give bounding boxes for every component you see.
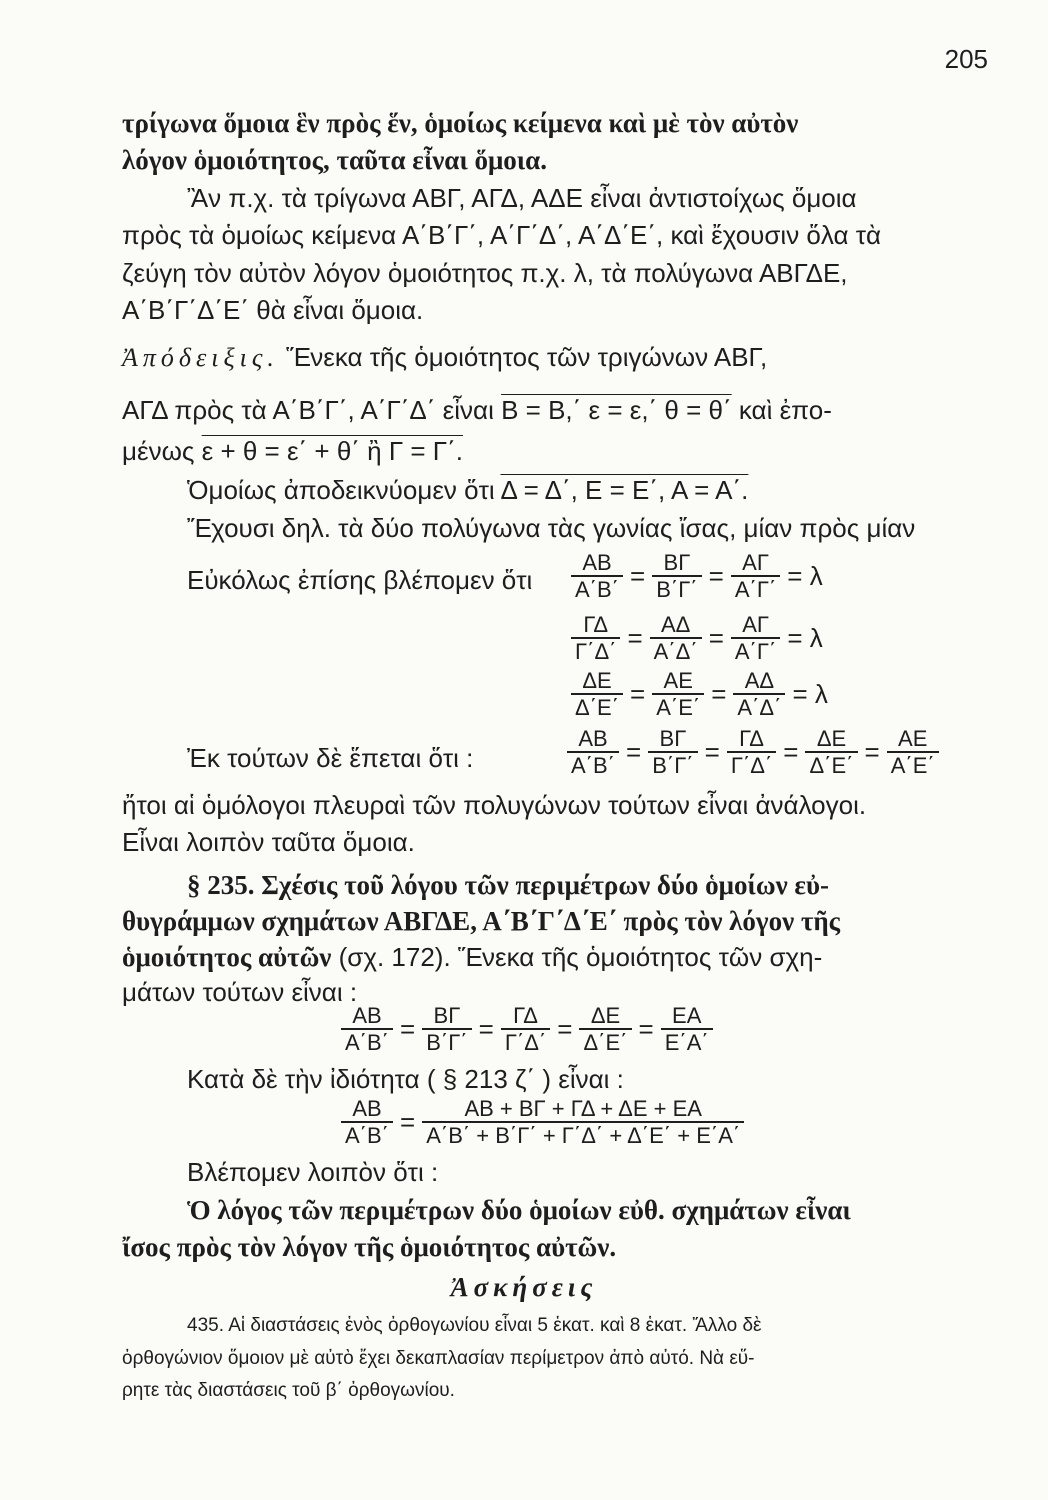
theorem-statement: Ὁ λόγος τῶν περιμέτρων δύο ὁμοίων εὐθ. σχημάτων εἶναι xyxy=(187,1195,851,1225)
equals-sign: = xyxy=(478,1013,494,1044)
ratio-lambda: = λ xyxy=(792,678,828,709)
fraction xyxy=(661,1003,713,1056)
text-fragment: ΑΓΔ πρὸς τὰ Α΄Β΄Γ΄, Α΄Γ΄Δ΄ εἶναι xyxy=(122,395,494,425)
denominator: Α΄Ε΄ xyxy=(652,693,704,720)
equation-ratio-2 xyxy=(568,612,827,665)
fraction xyxy=(571,550,623,603)
exercise-line: 435. Αἱ διαστάσεις ἑνὸς ὀρθογωνίου εἶναι 5 ἑκατ. καὶ 8 ἑκατ. Ἄλλο δὲ xyxy=(187,1315,762,1336)
numerator: ΕΑ xyxy=(672,1003,702,1028)
fraction xyxy=(567,726,619,779)
text-line: μάτων τούτων εἶναι : xyxy=(122,977,358,1007)
equation-ratio-chain xyxy=(564,726,942,779)
proof-line xyxy=(122,342,767,373)
fraction xyxy=(731,550,780,603)
denominator: Γ΄Δ΄ xyxy=(727,751,776,778)
fraction xyxy=(652,668,704,721)
numerator: ΑΕ xyxy=(898,726,928,751)
exercise-line: ὀρθογώνιον ὅμοιον μὲ αὐτὸ ἔχει δεκαπλασίαν περίμετρον ἀπὸ αὐτό. Νὰ εὕ- xyxy=(122,1348,755,1369)
equation-ratio-1 xyxy=(568,550,827,603)
denominator: Ε΄Α΄ xyxy=(661,1028,713,1055)
numerator: ΔΕ xyxy=(582,668,612,693)
text-line: Κατὰ δὲ τὴν ἰδιότητα ( § 213 ζ΄ ) εἶναι : xyxy=(187,1064,624,1094)
equals-sign: = xyxy=(638,1013,654,1044)
exercise-line: ρητε τὰς διαστάσεις τοῦ β΄ ὀρθογωνίου. xyxy=(122,1380,455,1401)
denominator: Γ΄Δ΄ xyxy=(501,1028,550,1055)
numerator: ΑΓ xyxy=(742,612,769,637)
fraction xyxy=(731,612,780,665)
denominator: Α΄Γ΄ xyxy=(731,575,780,602)
denominator: Α΄Ε΄ xyxy=(887,751,939,778)
equation-ratio-chain xyxy=(338,1003,716,1056)
proof-label: Ἀπόδειξις. xyxy=(122,343,279,372)
text-fragment: μένως xyxy=(122,436,195,466)
fraction xyxy=(571,612,620,665)
text-line: λόγον ὁμοιότητος, ταῦτα εἶναι ὅμοια. xyxy=(122,145,547,175)
numerator: ΑΔ xyxy=(660,612,691,637)
denominator: Β΄Γ΄ xyxy=(648,751,697,778)
ratio-lambda: = λ xyxy=(787,560,823,591)
equals-sign: = xyxy=(708,622,724,653)
equation-ratio-3 xyxy=(568,668,832,721)
text-line: Ἔχουσι δηλ. τὰ δύο πολύγωνα τὰς γωνίας ἴσας, μίαν πρὸς μίαν xyxy=(187,513,916,543)
text-line xyxy=(122,942,822,973)
section-heading: § 235. Σχέσις τοῦ λόγου τῶν περιμέτρων δύο ὁμοίων εὐ- xyxy=(187,870,829,900)
text-line: Ἂν π.χ. τὰ τρίγωνα ΑΒΓ, ΑΓΔ, ΑΔΕ εἶναι ἀντιστοίχως ὅμοια xyxy=(187,183,857,213)
fraction xyxy=(887,726,939,779)
section-heading-end: ὁμοιότητος αὐτῶν xyxy=(122,942,332,972)
text-line: Ἐκ τούτων δὲ ἕπεται ὅτι : xyxy=(187,743,474,773)
numerator: ΑΒ xyxy=(352,1003,382,1028)
numerator: ΑΒ + ΒΓ + ΓΔ + ΔΕ + ΕΑ xyxy=(464,1096,702,1121)
ratio-lambda: = λ xyxy=(787,622,823,653)
text-fragment: Ἕνεκα τῆς ὁμοιότητος τῶν τριγώνων ΑΒΓ, xyxy=(286,342,768,372)
fraction xyxy=(501,1003,550,1056)
fraction xyxy=(652,550,701,603)
exercises-title: Ἀσκήσεις xyxy=(450,1272,598,1302)
text-line: ζεύγη τὸν αὐτὸν λόγον ὁμοιότητος π.χ. λ, τὰ πολύγωνα ΑΒΓΔΕ, xyxy=(122,258,848,288)
fraction xyxy=(648,726,697,779)
equals-sign: = xyxy=(627,622,643,653)
equals-sign: = xyxy=(400,1013,416,1044)
numerator: ΑΒ xyxy=(578,726,608,751)
equals-sign: = xyxy=(630,560,646,591)
numerator: ΒΓ xyxy=(663,550,691,575)
fraction xyxy=(571,668,623,721)
text-line: Εἶναι λοιπὸν ταῦτα ὅμοια. xyxy=(122,827,415,857)
denominator: Α΄Δ΄ xyxy=(733,693,785,720)
angle-line xyxy=(122,436,463,467)
denominator: Α΄Β΄ xyxy=(341,1028,393,1055)
numerator: ΓΔ xyxy=(739,726,764,751)
denominator: Α΄Γ΄ xyxy=(731,637,780,664)
page-number: 205 xyxy=(944,44,988,74)
numerator: ΑΒ xyxy=(352,1096,382,1121)
text-fragment: (σχ. 172). Ἕνεκα τῆς ὁμοιότητος τῶν σχη- xyxy=(338,942,823,972)
equals-sign: = xyxy=(557,1013,573,1044)
denominator: Δ΄Ε΄ xyxy=(571,693,623,720)
denominator: Δ΄Ε΄ xyxy=(805,751,857,778)
denominator: Α΄Δ΄ xyxy=(650,637,702,664)
text-fragment: Ὁμοίως ἀποδεικνύομεν ὅτι xyxy=(187,475,495,505)
equals-sign: = xyxy=(704,736,720,767)
numerator: ΓΔ xyxy=(583,612,609,637)
fraction xyxy=(579,1003,631,1056)
numerator: ΒΓ xyxy=(433,1003,461,1028)
text-fragment: καὶ ἐπο- xyxy=(738,395,832,425)
numerator: ΔΕ xyxy=(590,1003,621,1028)
angle-equalities: Β = Β,΄ ε = ε,΄ θ = θ΄ xyxy=(501,395,732,425)
denominator: Α΄Β΄ xyxy=(341,1121,393,1148)
equals-sign: = xyxy=(711,678,727,709)
denominator: Γ΄Δ΄ xyxy=(571,637,620,664)
denominator: Β΄Γ΄ xyxy=(652,575,701,602)
numerator: ΑΓ xyxy=(742,550,769,575)
denominator: Α΄Β΄ xyxy=(567,751,619,778)
equals-sign: = xyxy=(708,560,724,591)
angle-equalities: ε + θ = ε΄ + θ΄ ἢ Γ = Γ΄. xyxy=(201,436,464,466)
equals-sign: = xyxy=(630,678,646,709)
angle-line xyxy=(187,475,748,506)
fraction xyxy=(727,726,776,779)
text-line: ἤτοι αἱ ὁμόλογοι πλευραὶ τῶν πολυγώνων τούτων εἶναι ἀνάλογοι. xyxy=(122,790,867,820)
angle-line xyxy=(122,395,832,426)
denominator: Δ΄Ε΄ xyxy=(579,1028,631,1055)
equals-sign: = xyxy=(400,1106,416,1137)
numerator: ΒΓ xyxy=(659,726,687,751)
denominator: Α΄Β΄ + Β΄Γ΄ + Γ΄Δ΄ + Δ΄Ε΄ + Ε΄Α΄ xyxy=(422,1121,744,1148)
numerator: ΑΕ xyxy=(663,668,693,693)
equation-perimeter-ratio xyxy=(338,1096,747,1149)
fraction xyxy=(341,1003,393,1056)
fraction xyxy=(650,612,702,665)
fraction xyxy=(422,1096,744,1149)
text-line: πρὸς τὰ ὁμοίως κείμενα Α΄Β΄Γ΄, Α΄Γ΄Δ΄, Α΄Δ΄Ε΄, καὶ ἔχουσιν ὅλα τὰ xyxy=(122,220,882,250)
numerator: ΔΕ xyxy=(816,726,847,751)
section-heading: θυγράμμων σχημάτων ΑΒΓΔΕ, Α΄Β΄Γ΄Δ΄Ε΄ πρὸς τὸν λόγον τῆς xyxy=(122,906,841,936)
fraction xyxy=(733,668,785,721)
fraction xyxy=(805,726,857,779)
text-line: Βλέπομεν λοιπὸν ὅτι : xyxy=(187,1157,439,1187)
numerator: ΑΒ xyxy=(582,550,612,575)
text-line: τρίγωνα ὅμοια ἓν πρὸς ἕν, ὁμοίως κείμενα καὶ μὲ τὸν αὐτὸν xyxy=(122,108,799,138)
denominator: Β΄Γ΄ xyxy=(422,1028,471,1055)
fraction xyxy=(341,1096,393,1149)
theorem-statement: ἴσος πρὸς τὸν λόγον τῆς ὁμοιότητος αὐτῶν. xyxy=(122,1232,617,1262)
numerator: ΑΔ xyxy=(744,668,775,693)
angle-equalities: Δ = Δ΄, Ε = Ε΄, Α = Α΄. xyxy=(500,475,749,505)
equals-sign: = xyxy=(864,736,880,767)
text-line: Εὐκόλως ἐπίσης βλέπομεν ὅτι xyxy=(187,565,533,595)
equals-sign: = xyxy=(626,736,642,767)
text-line: Α΄Β΄Γ΄Δ΄Ε΄ θὰ εἶναι ὅμοια. xyxy=(122,295,424,325)
denominator: Α΄Β΄ xyxy=(571,575,623,602)
equals-sign: = xyxy=(783,736,799,767)
numerator: ΓΔ xyxy=(513,1003,538,1028)
fraction xyxy=(422,1003,471,1056)
